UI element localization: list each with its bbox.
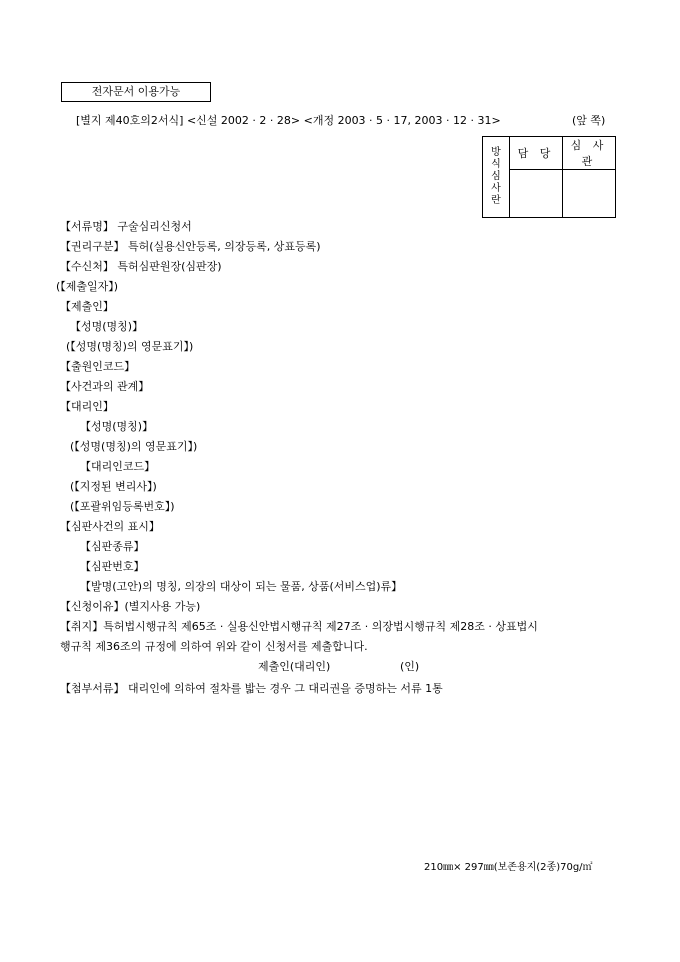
field-agent-name: 【성명(명칭)】 — [80, 420, 154, 433]
e-document-available-label: 전자문서 이용가능 — [61, 82, 211, 102]
field-agent-code: 【대리인코드】 — [80, 460, 156, 473]
field-submission-date: (【제출일자】) — [56, 280, 119, 293]
field-agent-name-english: (【성명(명칭)의 영문표기】) — [70, 440, 198, 453]
field-invention-title: 【발명(고안)의 명칭, 의장의 대상이 되는 물품, 상품(서비스업)류】 — [80, 580, 403, 593]
paper-size-note: 210㎜× 297㎜(보존용지(2종)70g/㎡ — [424, 862, 593, 873]
field-relation: 【사건과의 관계】 — [60, 380, 150, 393]
field-agent: 【대리인】 — [60, 400, 114, 413]
field-designated-attorney: (【지정된 변리사】) — [70, 480, 157, 493]
field-signer: 제출인(대리인) — [258, 660, 331, 673]
field-right-type: 【권리구분】 특허(실용신안등록, 의장등록, 상표등록) — [60, 240, 321, 253]
front-side-label: (앞 쪽) — [572, 114, 606, 127]
field-general-power-number: (【포괄위임등록번호】) — [70, 500, 175, 513]
field-trial-case: 【심판사건의 표시】 — [60, 520, 160, 533]
field-trial-type: 【심판종류】 — [80, 540, 145, 553]
field-submitter: 【제출인】 — [60, 300, 114, 313]
form-reference: [별지 제40호의2서식] <신설 2002 · 2 · 28> <개정 2003 · 5 · 17, 2003 · 12 · 31> — [76, 114, 501, 127]
review-vertical-label: 방 식 심 사 란 — [483, 137, 510, 218]
field-applicant-code: 【출원인코드】 — [60, 360, 136, 373]
review-cell-manager[interactable] — [510, 170, 563, 218]
field-request-reason: 【신청이유】(별지사용 가능) — [60, 600, 201, 613]
field-trial-number: 【심판번호】 — [80, 560, 145, 573]
field-purpose: 【취지】특허법시행규칙 제65조 · 실용신안법시행규칙 제27조 · 의장법시행규칙 제28조 · 상표법시 — [60, 620, 538, 633]
field-attachments: 【첨부서류】 대리인에 의하여 절차를 밟는 경우 그 대리권을 증명하는 서류 1통 — [60, 682, 443, 695]
field-document-name: 【서류명】 구술심리신청서 — [60, 220, 192, 233]
field-submitter-name-english: (【성명(명칭)의 영문표기】) — [66, 340, 194, 353]
review-table — [482, 136, 616, 218]
field-recipient: 【수신처】 특허심판원장(심판장) — [60, 260, 222, 273]
review-col-examiner: 심 사 관 — [563, 137, 616, 170]
field-submitter-name: 【성명(명칭)】 — [70, 320, 144, 333]
review-col-manager: 담 당 — [510, 137, 563, 170]
field-purpose-continued: 행규칙 제36조의 규정에 의하여 위와 같이 신청서를 제출합니다. — [60, 640, 368, 653]
field-seal: (인) — [400, 660, 420, 673]
review-cell-examiner[interactable] — [563, 170, 616, 218]
